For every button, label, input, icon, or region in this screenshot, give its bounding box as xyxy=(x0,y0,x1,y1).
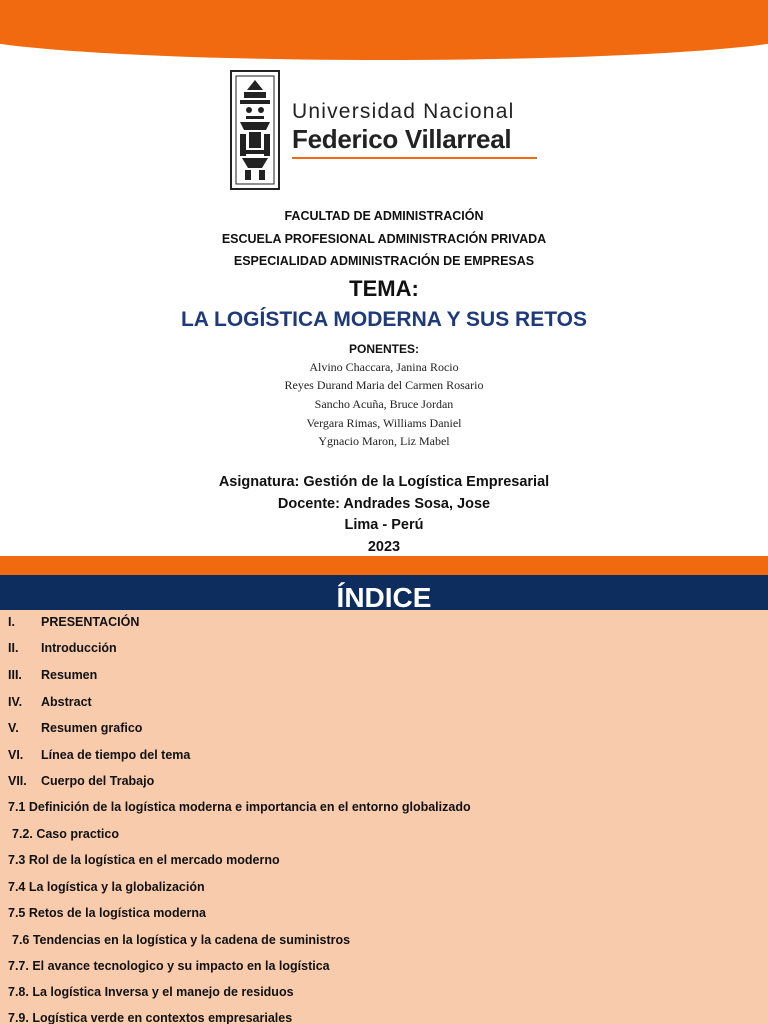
index-item-number: I. xyxy=(8,615,15,629)
year-line: 2023 xyxy=(367,539,401,555)
ponente-item: Ygnacio Maron, Liz Mabel xyxy=(318,434,450,448)
index-item-text: Cuerpo del Trabajo xyxy=(41,774,155,788)
index-item-text: Abstract xyxy=(41,695,92,709)
index-title: ÍNDICE xyxy=(336,582,432,610)
index-item-text: Resumen xyxy=(41,668,98,682)
index-subitem: 7.3 Rol de la logística en el mercado moderno xyxy=(8,853,280,867)
index-item-number: V. xyxy=(8,721,19,735)
docente-line: Docente: Andrades Sosa, Jose xyxy=(277,496,491,512)
emblem-icon xyxy=(230,70,280,190)
index-subitem: 7.9. Logística verde en contextos empresariales xyxy=(8,1011,293,1024)
index-item-number: VI. xyxy=(8,748,24,762)
index-item-number: IV. xyxy=(8,695,23,709)
tema-label: TEMA: xyxy=(349,276,419,301)
orange-footer-band xyxy=(0,556,768,575)
index-subitem: 7.1 Definición de la logística moderna e importancia en el entorno globalizado xyxy=(8,800,471,814)
ponente-item: Reyes Durand Maria del Carmen Rosario xyxy=(284,378,484,392)
university-logo xyxy=(230,70,542,192)
ponente-item: Alvino Chaccara, Janina Rocio xyxy=(309,360,459,374)
emblem-figure xyxy=(232,72,278,188)
index-item-number: III. xyxy=(8,668,22,682)
index-item-number: VII. xyxy=(8,774,27,788)
location-line: Lima - Perú xyxy=(344,517,424,533)
index-header xyxy=(0,575,768,610)
school-line: ESCUELA PROFESIONAL ADMINISTRACIÓN PRIVADA xyxy=(221,232,547,246)
index-item-text: Línea de tiempo del tema xyxy=(41,748,191,762)
index-subitem: 7.2. Caso practico xyxy=(12,827,119,841)
orange-header-band xyxy=(0,0,768,60)
index-subitem: 7.7. El avance tecnologico y su impacto en la logística xyxy=(8,959,330,973)
index-subitem: 7.8. La logística Inversa y el manejo de residuos xyxy=(8,985,294,999)
logo-text-line2: Federico Villarreal xyxy=(292,124,512,154)
index-subitem: 7.6 Tendencias en la logística y la cadena de suministros xyxy=(12,933,351,947)
index-item-text: Resumen grafico xyxy=(41,721,143,735)
ponentes-heading: PONENTES: xyxy=(348,342,419,356)
index-item-number: II. xyxy=(8,641,19,655)
faculty-line: FACULTAD DE ADMINISTRACIÓN xyxy=(284,209,484,223)
logo-underline xyxy=(292,157,537,159)
index-item-text: PRESENTACIÓN xyxy=(41,615,140,629)
ponente-item: Sancho Acuña, Bruce Jordan xyxy=(314,397,454,411)
asignatura-line: Asignatura: Gestión de la Logística Empresarial xyxy=(218,474,550,490)
ponente-item: Vergara Rimas, Williams Daniel xyxy=(306,416,462,430)
index-item-text: Introducción xyxy=(41,641,117,655)
index-slide xyxy=(0,575,768,1024)
specialty-line: ESPECIALIDAD ADMINISTRACIÓN DE EMPRESAS xyxy=(233,254,535,268)
presentation-title: LA LOGÍSTICA MODERNA Y SUS RETOS xyxy=(180,308,588,331)
index-subitem: 7.5 Retos de la logística moderna xyxy=(8,906,206,920)
index-subitem: 7.4 La logística y la globalización xyxy=(8,880,205,894)
logo-text-line1: Universidad Nacional xyxy=(292,100,515,123)
